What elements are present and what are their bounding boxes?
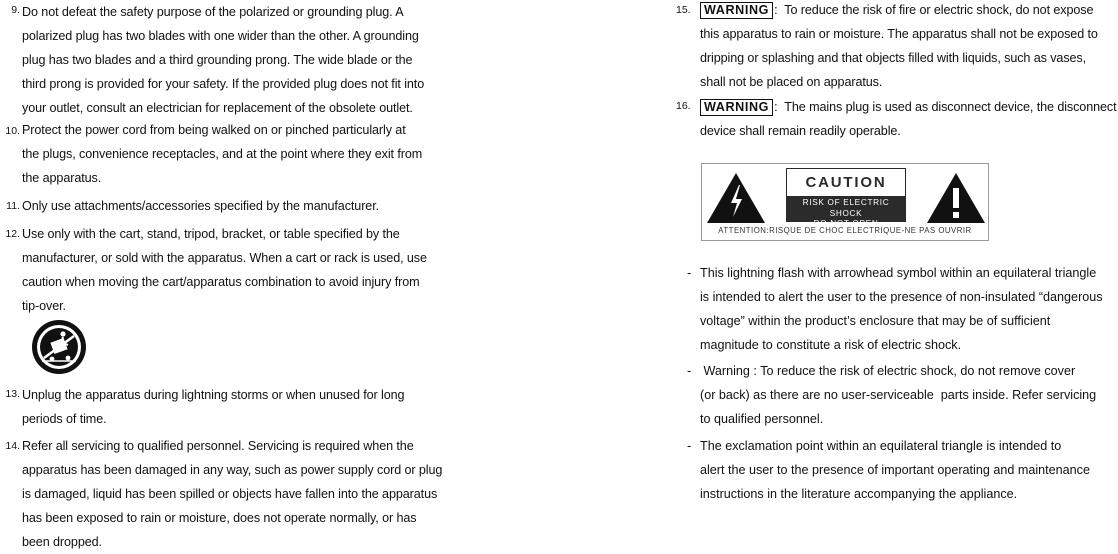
warning-tag: WARNING <box>700 2 773 19</box>
instruction-item-15 <box>700 0 1118 94</box>
text-line: caution when moving the cart/apparatus combination to avoid injury from <box>22 275 420 289</box>
bullet-item <box>687 261 1118 357</box>
caution-label-panel <box>701 163 989 241</box>
item-number: 16. <box>676 100 691 112</box>
text-line: voltage” within the product’s enclosure that may be of sufficient <box>700 314 1051 328</box>
cart-tipover-warning-icon <box>30 318 88 376</box>
text-line: tip-over. <box>22 299 66 313</box>
instruction-item-10 <box>22 118 452 190</box>
text-line: third prong is provided for your safety. If the provided plug does not fit into <box>22 77 425 91</box>
text-line: Do not defeat the safety purpose of the polarized or grounding plug. A <box>22 5 404 19</box>
text-line: This lightning flash with arrowhead symbol within an equilateral triangle <box>700 266 1097 280</box>
item-number: 10. <box>5 125 20 137</box>
text-span: To reduce the risk of fire or electric shock, do not expose <box>784 3 1094 17</box>
text-line: to qualified personnel. <box>700 412 824 426</box>
text-line: shall not be placed on apparatus. <box>700 75 883 89</box>
item-number: 9. <box>11 4 20 16</box>
text-line: dripping or splashing and that objects filled with liquids, such as vases, <box>700 51 1087 65</box>
item-number: 15. <box>676 4 691 16</box>
item-number: 11. <box>6 200 20 212</box>
text-line: alert the user to the presence of important operating and maintenance <box>700 463 1090 477</box>
caution-title: CAUTION <box>805 174 887 191</box>
dash-marker: - <box>687 364 692 378</box>
text-line: the plugs, convenience receptacles, and at the point where they exit from <box>22 147 423 161</box>
caution-box <box>786 168 906 228</box>
text-line: instructions in the literature accompanying the appliance. <box>700 487 1018 501</box>
text-line <box>700 0 1118 22</box>
instruction-item-13 <box>22 383 452 431</box>
text-line: The exclamation point within an equilateral triangle is intended to <box>700 439 1062 453</box>
caution-sub-line: DO NOT OPEN <box>813 219 879 228</box>
text-line: Only use attachments/accessories specified by the manufacturer. <box>22 199 380 213</box>
text-line: been dropped. <box>22 535 102 549</box>
caution-subtitle <box>787 196 905 228</box>
instruction-item-11 <box>22 194 452 218</box>
lightning-triangle-icon <box>706 172 766 224</box>
text-span: The mains plug is used as disconnect device, the disconnect <box>784 100 1117 114</box>
text-line: device shall remain readily operable. <box>700 124 901 138</box>
text-line: polarized plug has two blades with one wider than the other. A grounding <box>22 29 419 43</box>
text-line: this apparatus to rain or moisture. The apparatus shall not be exposed to <box>700 27 1098 41</box>
warning-tag: WARNING <box>700 99 773 116</box>
exclamation-triangle-icon <box>926 172 986 224</box>
instruction-item-16 <box>700 95 1118 143</box>
text-line: periods of time. <box>22 412 107 426</box>
text-line: magnitude to constitute a risk of electric shock. <box>700 338 962 352</box>
dash-marker: - <box>687 439 692 453</box>
text-line: Unplug the apparatus during lightning storms or when unused for long <box>22 388 405 402</box>
item-number: 14. <box>5 440 20 452</box>
text-line: manufacturer, or sold with the apparatus. When a cart or rack is used, use <box>22 251 427 265</box>
separator: : <box>774 3 778 17</box>
separator: : <box>774 100 778 114</box>
attention-text: ATTENTION:RISQUE DE CHOC ELECTRIQUE-NE PAS OUVRIR <box>718 226 972 235</box>
text-line: the apparatus. <box>22 171 102 185</box>
item-number: 13. <box>5 388 20 400</box>
instruction-item-14 <box>22 434 452 554</box>
text-line: (or back) as there are no user-serviceable parts inside. Refer servicing <box>700 388 1097 402</box>
text-line: Use only with the cart, stand, tripod, bracket, or table specified by the <box>22 227 400 241</box>
caution-sub-line: RISK OF ELECTRIC SHOCK <box>802 198 890 218</box>
text-line <box>700 95 1118 119</box>
text-line: Refer all servicing to qualified personnel. Servicing is required when the <box>22 439 414 453</box>
item-number: 12. <box>5 228 20 240</box>
dash-marker: - <box>687 266 692 280</box>
text-line: Warning : To reduce the risk of electric shock, do not remove cover <box>700 364 1076 378</box>
text-line: your outlet, consult an electrician for replacement of the obsolete outlet. <box>22 101 413 115</box>
instruction-item-12 <box>22 222 452 318</box>
text-line: apparatus has been damaged in any way, such as power supply cord or plug <box>22 463 443 477</box>
text-line: is intended to alert the user to the presence of non-insulated “dangerous <box>700 290 1103 304</box>
text-line: plug has two blades and a third grounding prong. The wide blade or the <box>22 53 413 67</box>
text-line: Protect the power cord from being walked on or pinched particularly at <box>22 123 406 137</box>
text-line: has been exposed to rain or moisture, does not operate normally, or has <box>22 511 417 525</box>
bullet-item <box>687 434 1118 506</box>
instruction-item-9 <box>22 0 452 120</box>
bullet-item <box>687 359 1118 431</box>
text-line: is damaged, liquid has been spilled or objects have fallen into the apparatus <box>22 487 438 501</box>
